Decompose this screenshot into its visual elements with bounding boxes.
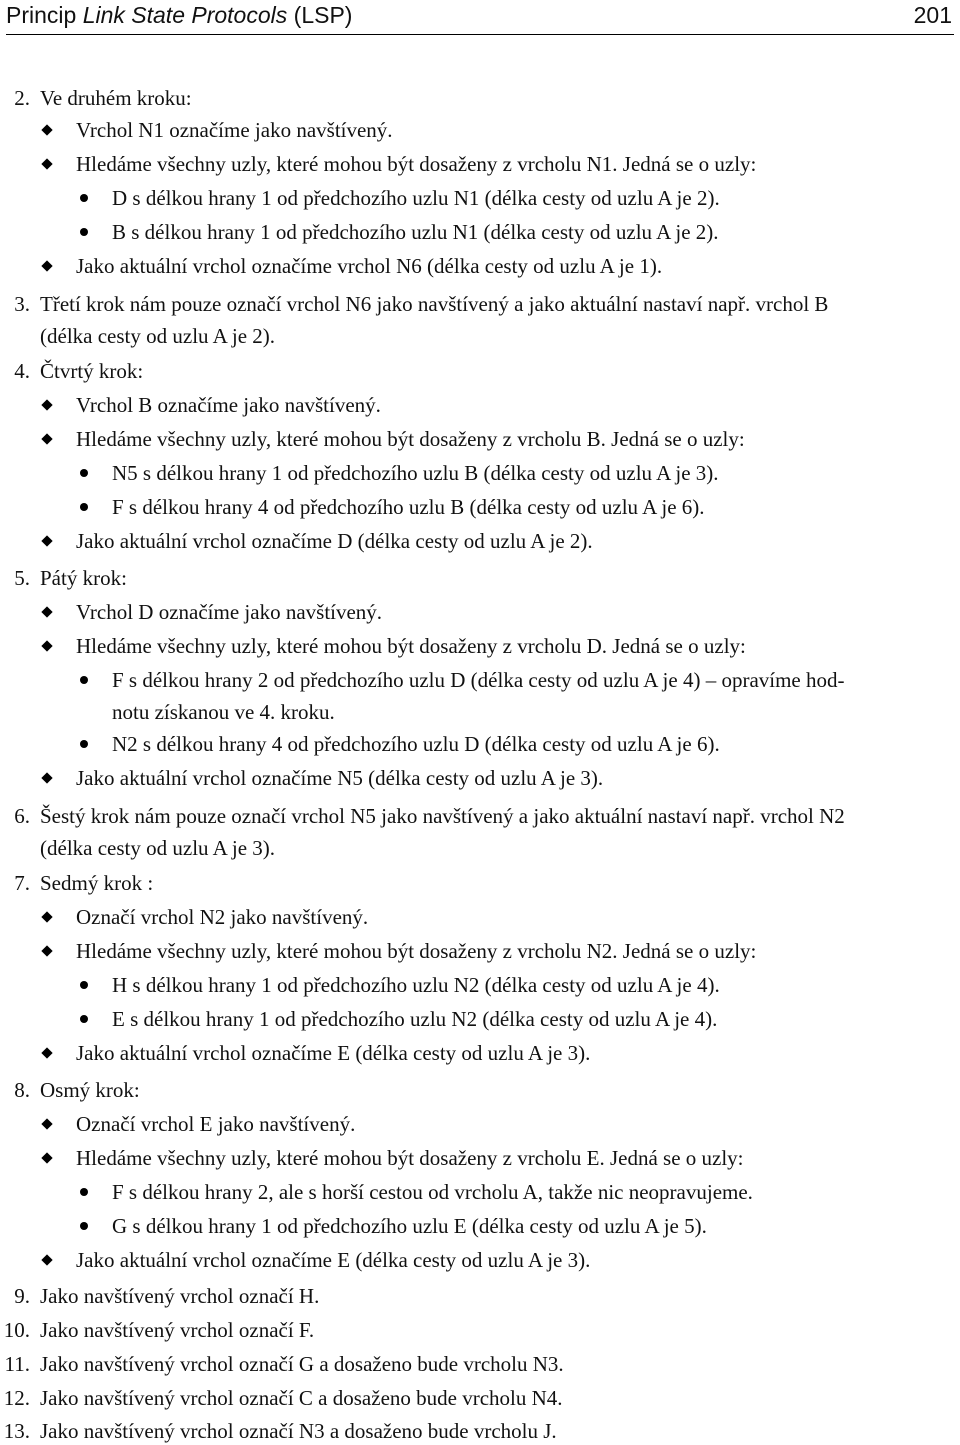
title-italic: Link State Protocols — [82, 2, 288, 28]
diamond-bullet-icon — [41, 433, 52, 444]
step-heading: Jako navštívený vrchol označí C a dosaženo bude vrcholu N4. — [40, 1386, 563, 1410]
diamond-bullet-icon — [41, 158, 52, 169]
diamond-bullet-icon — [41, 1047, 52, 1058]
step-heading: Šestý krok nám pouze označí vrchol N5 jako navštívený a jako aktuální nastaví např. vrchol N2 — [40, 804, 845, 828]
step-number: 8. — [14, 1078, 30, 1102]
step-number: 4. — [14, 359, 30, 383]
dot-bullet-icon — [80, 740, 88, 748]
diamond-bullet-icon — [41, 124, 52, 135]
list-item: Označí vrchol E jako navštívený. — [76, 1112, 356, 1136]
step-number: 5. — [14, 566, 30, 590]
sub-list-item: N2 s délkou hrany 4 od předchozího uzlu D (délka cesty od uzlu A je 6). — [112, 732, 720, 756]
list-item: Jako aktuální vrchol označíme D (délka cesty od uzlu A je 2). — [76, 529, 593, 553]
diamond-bullet-icon — [41, 911, 52, 922]
list-item: Vrchol N1 označíme jako navštívený. — [76, 118, 393, 142]
step-number: 12. — [3, 1386, 30, 1410]
dot-bullet-icon — [80, 1188, 88, 1196]
list-item: Jako aktuální vrchol označíme E (délka cesty od uzlu A je 3). — [76, 1248, 591, 1272]
diamond-bullet-icon — [41, 1254, 52, 1265]
sub-list-item: F s délkou hrany 2 od předchozího uzlu D (délka cesty od uzlu A je 4) – opravíme hod- — [112, 668, 845, 692]
list-item: Jako aktuální vrchol označíme E (délka cesty od uzlu A je 3). — [76, 1041, 591, 1065]
step-heading: Třetí krok nám pouze označí vrchol N6 jako navštívený a jako aktuální nastaví např. vrchol B — [40, 292, 829, 316]
sub-list-item: G s délkou hrany 1 od předchozího uzlu E (délka cesty od uzlu A je 5). — [112, 1214, 707, 1238]
list-item: Hledáme všechny uzly, které mohou být dosaženy z vrcholu B. Jedná se o uzly: — [76, 427, 745, 451]
step-heading: Osmý krok: — [40, 1078, 140, 1102]
sub-list-item: D s délkou hrany 1 od předchozího uzlu N1 (délka cesty od uzlu A je 2). — [112, 186, 720, 210]
step-heading: Sedmý krok : — [40, 871, 154, 895]
sub-list-item: N5 s délkou hrany 1 od předchozího uzlu B (délka cesty od uzlu A je 3). — [112, 461, 719, 485]
sub-list-item: F s délkou hrany 2, ale s horší cestou od vrcholu A, takže nic neopravujeme. — [112, 1180, 753, 1204]
step-heading: Pátý krok: — [40, 566, 127, 590]
title-prefix: Princip — [6, 2, 83, 28]
list-item: Hledáme všechny uzly, které mohou být dosaženy z vrcholu N1. Jedná se o uzly: — [76, 152, 757, 176]
diamond-bullet-icon — [41, 399, 52, 410]
dot-bullet-icon — [80, 503, 88, 511]
diamond-bullet-icon — [41, 1118, 52, 1129]
sub-list-item: B s délkou hrany 1 od předchozího uzlu N1 (délka cesty od uzlu A je 2). — [112, 220, 719, 244]
diamond-bullet-icon — [41, 1152, 52, 1163]
diamond-bullet-icon — [41, 535, 52, 546]
step-heading-continuation: (délka cesty od uzlu A je 2). — [40, 324, 276, 348]
dot-bullet-icon — [80, 1222, 88, 1230]
dot-bullet-icon — [80, 981, 88, 989]
step-heading-continuation: (délka cesty od uzlu A je 3). — [40, 836, 276, 860]
list-item: Hledáme všechny uzly, které mohou být dosaženy z vrcholu E. Jedná se o uzly: — [76, 1146, 744, 1170]
step-number: 11. — [4, 1352, 30, 1376]
diamond-bullet-icon — [41, 260, 52, 271]
dot-bullet-icon — [80, 194, 88, 202]
step-number: 3. — [14, 292, 30, 316]
sub-list-item: F s délkou hrany 4 od předchozího uzlu B (délka cesty od uzlu A je 6). — [112, 495, 705, 519]
page-number: 201 — [913, 2, 952, 28]
step-number: 13. — [3, 1419, 30, 1443]
list-item: Jako aktuální vrchol označíme vrchol N6 (délka cesty od uzlu A je 1). — [76, 254, 663, 278]
dot-bullet-icon — [80, 228, 88, 236]
list-item: Hledáme všechny uzly, které mohou být dosaženy z vrcholu D. Jedná se o uzly: — [76, 634, 746, 658]
list-item: Označí vrchol N2 jako navštívený. — [76, 905, 369, 929]
step-heading: Jako navštívený vrchol označí H. — [40, 1284, 320, 1308]
sub-list-item-continuation: notu získanou ve 4. kroku. — [112, 700, 335, 724]
diamond-bullet-icon — [41, 606, 52, 617]
list-item: Vrchol D označíme jako navštívený. — [76, 600, 383, 624]
list-item: Vrchol B označíme jako navštívený. — [76, 393, 381, 417]
step-number: 10. — [3, 1318, 30, 1342]
list-item: Hledáme všechny uzly, které mohou být dosaženy z vrcholu N2. Jedná se o uzly: — [76, 939, 757, 963]
diamond-bullet-icon — [41, 640, 52, 651]
step-heading: Jako navštívený vrchol označí F. — [40, 1318, 315, 1342]
diamond-bullet-icon — [41, 945, 52, 956]
step-number: 9. — [14, 1284, 30, 1308]
dot-bullet-icon — [80, 469, 88, 477]
sub-list-item: E s délkou hrany 1 od předchozího uzlu N2 (délka cesty od uzlu A je 4). — [112, 1007, 718, 1031]
sub-list-item: H s délkou hrany 1 od předchozího uzlu N2 (délka cesty od uzlu A je 4). — [112, 973, 720, 997]
diamond-bullet-icon — [41, 772, 52, 783]
step-heading: Jako navštívený vrchol označí G a dosaženo bude vrcholu N3. — [40, 1352, 564, 1376]
list-item: Jako aktuální vrchol označíme N5 (délka cesty od uzlu A je 3). — [76, 766, 604, 790]
dot-bullet-icon — [80, 676, 88, 684]
title-suffix: (LSP) — [287, 2, 353, 28]
step-number: 2. — [14, 86, 30, 110]
step-heading: Čtvrtý krok: — [40, 359, 144, 383]
step-heading: Ve druhém kroku: — [40, 86, 192, 110]
step-number: 6. — [14, 804, 30, 828]
step-heading: Jako navštívený vrchol označí N3 a dosaženo bude vrcholu J. — [40, 1419, 557, 1443]
dot-bullet-icon — [80, 1015, 88, 1023]
step-number: 7. — [14, 871, 30, 895]
